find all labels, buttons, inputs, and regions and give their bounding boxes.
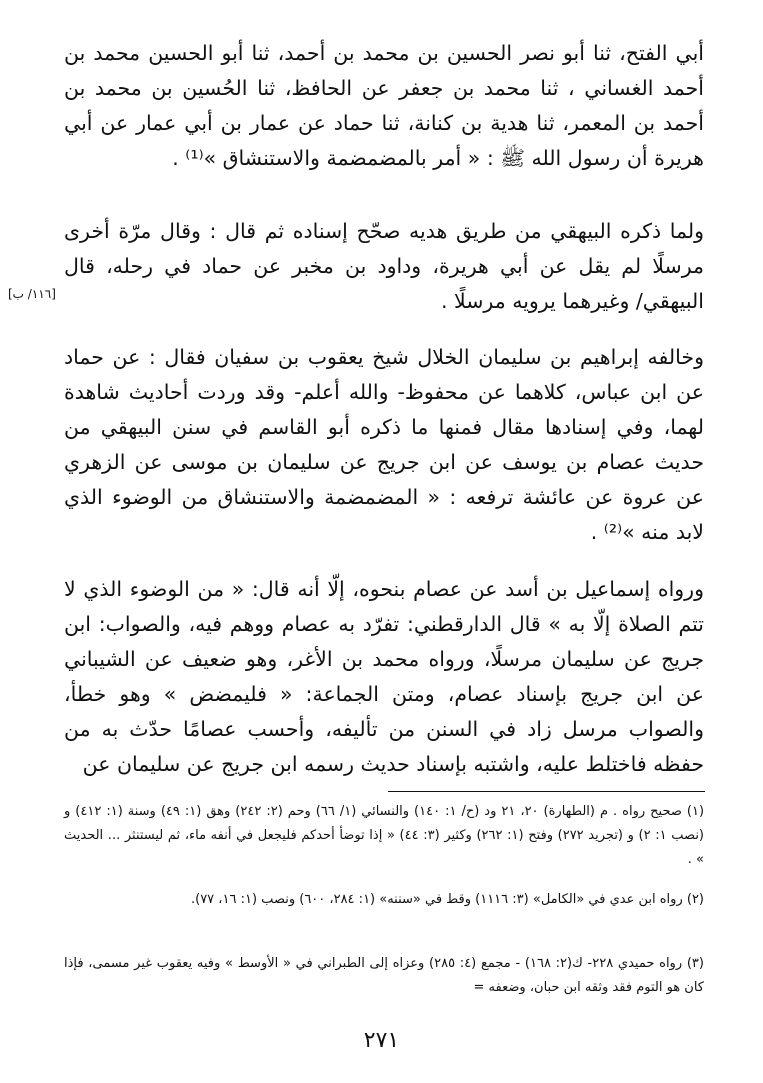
paragraph-text: أبي الفتح، ثنا أبو نصر الحسين بن محمد بن أحمد، ثنا أبو الحسين محمد بن أحمد الغساني ، ثنا محمد بن جعفر عن الحافظ، ثنا الحُسين بن محمد بن أحمد بن المعمر، ثنا هدية بن كنانة، ثنا حماد عن عمار بن أبي عمار عن أبي هريرة أن رسول الله ﷺ : « أمر بالمضمضمة والاستنشاق »⁽¹⁾ . bbox=[64, 41, 704, 170]
paragraph-text: ولما ذكره البيهقي من طريق هديه صحّح إسناده ثم قال : وقال مرّة أخرى مرسلًا لم يقل عن أبي هريرة، وداود بن مخبر عن حماد في رحله، قال البيهقي/ وغيرهما يرويه مرسلًا . bbox=[64, 219, 704, 313]
paragraph-1 bbox=[64, 36, 704, 176]
paragraph-2 bbox=[64, 214, 704, 319]
footnote-text: (٢) رواه ابن عدي في «الكامل» (٣: ١١١٦) وقط في «سننه» (١: ٢٨٤، ٦٠٠) ونصب (١: ١٦، ٧٧). bbox=[190, 892, 704, 907]
paragraph-text: ورواه إسماعيل بن أسد عن عصام بنحوه، إلّا أنه قال: « من الوضوء الذي لا تتم الصلاة إلّا به » قال الدارقطني: تفرّد به عصام ووهم فيه، والصواب: ابن جريج عن سليمان مرسلًا، ورواه محمد بن الأغر، وهو ضعيف عن الشيباني عن ابن جريج بإسناد عصام، ومتن الجماعة: « فليمضض » وهو خطأ، والصواب مرسل زاد في السنن من تأليفه، وأحسب عصامًا حدّث به من حفظه فاختلط عليه، واشتبه بإسناد حديث رسمه ابن جريج عن سليمان عن bbox=[64, 577, 704, 776]
footnote-separator bbox=[388, 791, 705, 792]
footnote-text: (١) صحيح رواه . م (الطهارة) ٢٠، ٢١ ود (ح/ ١: ١٤٠) والنسائي (١/ ٦٦) وحم (٢: ٢٤٢) وهق (١: ٤٩) وسنة (١: ٤١٢) و (نصب ١: ٢) و (تجريد ٢٧٢) وفتح (١: ٢٦٢) وكثير (٣: ٤٤) « إذا توضأ أحدكم فليجعل في أنفه ماء، ثم ليستنثر ... الحديث » . bbox=[64, 804, 705, 867]
margin-folio-note: [١١٦/ ب] bbox=[8, 287, 56, 301]
paragraph-3 bbox=[64, 340, 704, 550]
footnote-3 bbox=[64, 952, 704, 1000]
paragraph-4 bbox=[64, 572, 704, 782]
footnote-2 bbox=[64, 888, 704, 912]
paragraph-text: وخالفه إبراهيم بن سليمان الخلال شيخ يعقوب بن سفيان فقال : عن حماد عن ابن عباس، كلاهما عن محفوظ- والله أعلم- وقد وردت أحاديث شاهدة لهما، وفي إسنادها مقال فمنها ما ذكره أبو القاسم في سنن البيهقي من حديث عصام بن يوسف عن ابن جريج عن سليمان بن موسى عن الزهري عن عروة عن عائشة ترفعه : « المضمضمة والاستنشاق من الوضوء الذي لابد منه »⁽²⁾ . bbox=[64, 345, 704, 544]
footnote-text: (٣) رواه حميدي ٢٢٨- ك(٢: ١٦٨) - مجمع (٤: ٢٨٥) وعزاه إلى الطبراني في « الأوسط » وفيه يعقوب غير مسمى، فإذا كان هو التوم فقد وثقه ابن حبان، وضعفه = bbox=[64, 956, 704, 995]
page-number: ٢٧١ bbox=[363, 1028, 400, 1053]
footnote-1 bbox=[64, 800, 704, 872]
